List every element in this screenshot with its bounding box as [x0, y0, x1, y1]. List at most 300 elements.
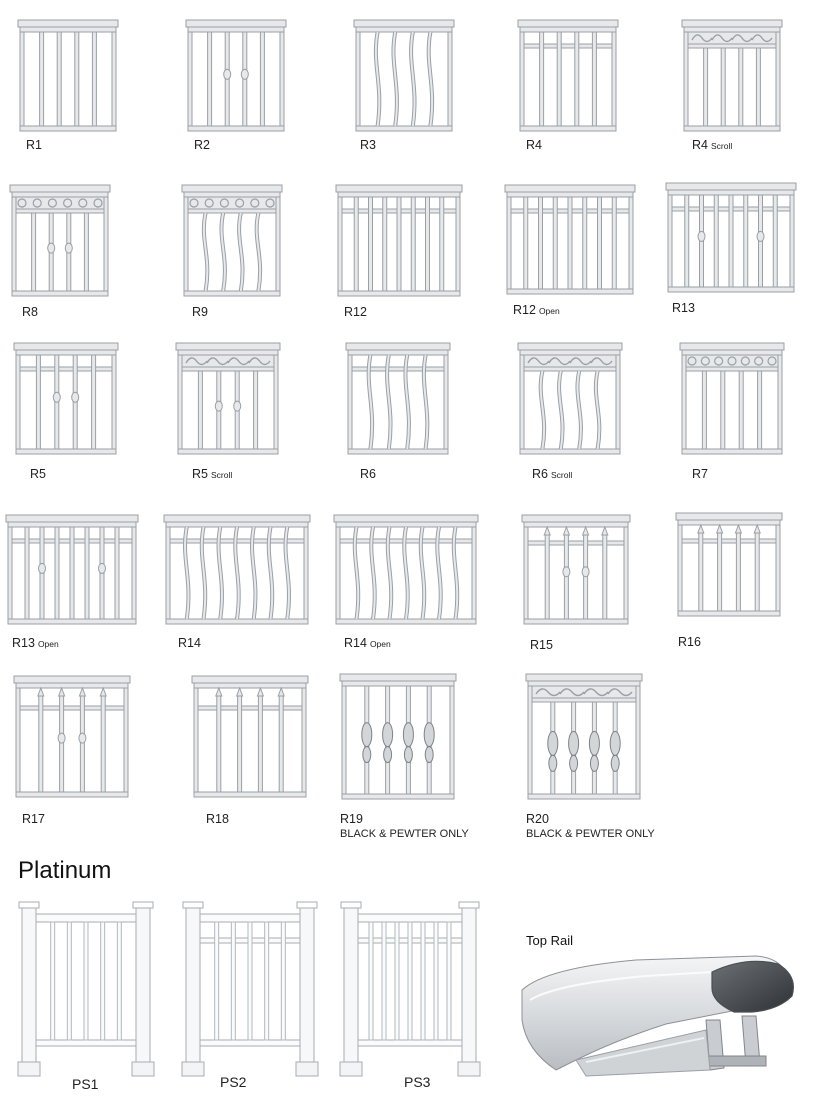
top-rail [16, 683, 128, 688]
knuckle-ornament [582, 567, 589, 577]
picket [758, 371, 762, 449]
post [300, 906, 314, 1076]
model-code: R12 [344, 305, 367, 319]
baluster-ornament [548, 731, 558, 755]
baluster-ornament [403, 723, 413, 747]
end-post [16, 355, 20, 449]
baluster-ornament [363, 747, 371, 763]
railing-r2-drawing [186, 20, 286, 140]
railing-r12-open[interactable] [505, 185, 640, 325]
spear-finial [698, 525, 704, 533]
picket [383, 197, 387, 291]
picket [434, 922, 438, 1040]
picket [718, 531, 722, 611]
picket [714, 195, 718, 287]
end-post [776, 525, 780, 611]
model-code: R7 [692, 467, 708, 481]
picket [704, 48, 708, 126]
knuckle-ornament [563, 567, 570, 577]
picket [447, 922, 451, 1040]
picket [702, 371, 706, 449]
end-post [188, 32, 192, 126]
bottom-rail [184, 291, 280, 296]
picket [721, 48, 725, 126]
picket [55, 527, 59, 619]
ornament-band [16, 197, 104, 209]
top-rail [520, 350, 620, 355]
section-title-platinum: Platinum [18, 857, 112, 884]
end-post [624, 527, 628, 619]
end-post [507, 197, 511, 289]
picket [568, 197, 572, 289]
platinum-ps3[interactable] [340, 900, 500, 1100]
picket [729, 195, 733, 287]
picket [773, 195, 777, 287]
picket [440, 197, 444, 291]
picket [592, 32, 596, 126]
railing-r18[interactable] [192, 676, 312, 826]
baluster-ornament [404, 747, 412, 763]
picket [101, 694, 105, 792]
end-post [778, 355, 782, 449]
model-code: R19 [340, 812, 363, 826]
top-rail [8, 522, 136, 527]
picket [51, 922, 55, 1040]
railing-r9[interactable] [182, 185, 287, 325]
knuckle-ornament [234, 401, 241, 411]
lower-ornament-rail [178, 367, 278, 371]
end-post [274, 355, 278, 449]
end-post [668, 195, 672, 287]
top-rail [682, 350, 782, 355]
picket [92, 355, 96, 449]
post-base [18, 1062, 40, 1076]
spear-finial [79, 688, 85, 696]
railing-r5-scroll[interactable] [176, 343, 286, 483]
model-code: R17 [22, 812, 45, 826]
spear-finial [563, 527, 569, 535]
bottom-rail [36, 1040, 136, 1046]
spear-finial [237, 688, 243, 696]
railing-r16[interactable] [676, 513, 788, 653]
top-cap-rail [518, 20, 618, 27]
model-variant: Scroll [710, 141, 733, 151]
spear-finial [38, 688, 44, 696]
picket [421, 922, 425, 1040]
bottom-rail [178, 449, 278, 454]
top-rail [684, 27, 780, 32]
model-code: PS2 [220, 1074, 247, 1090]
top-rail [507, 192, 633, 197]
end-post [444, 355, 448, 449]
end-post [776, 32, 780, 126]
railing-r14-open-drawing [334, 515, 478, 633]
picket [39, 694, 43, 792]
end-post [166, 527, 170, 619]
picket [744, 195, 748, 287]
lower-ornament-rail [684, 44, 780, 48]
end-post [304, 527, 308, 619]
railing-r1-drawing [18, 20, 118, 140]
end-post [524, 527, 528, 619]
sub-rail [678, 539, 780, 543]
bottom-rail [200, 1040, 300, 1046]
baluster-ornament [425, 747, 433, 763]
lower-ornament-rail [682, 367, 782, 371]
knuckle-ornament [65, 243, 72, 253]
railing-r8-drawing [10, 185, 110, 305]
top-rail [184, 192, 280, 197]
end-post [338, 197, 342, 291]
picket [70, 527, 74, 619]
post-base [182, 1062, 204, 1076]
model-variant: Scroll [210, 470, 233, 480]
model-code: R13 [672, 301, 695, 315]
end-post [450, 686, 454, 794]
top-rail [336, 522, 476, 527]
railing-r15-drawing [522, 515, 630, 633]
picket [57, 32, 61, 126]
post [462, 906, 476, 1076]
top-rail [668, 190, 794, 195]
end-post [520, 355, 524, 449]
end-post [612, 32, 616, 126]
spear-finial [216, 688, 222, 696]
railing-r20[interactable] [526, 674, 676, 849]
end-post [336, 527, 340, 619]
picket [101, 922, 105, 1040]
end-post [124, 688, 128, 792]
bottom-rail [358, 1040, 462, 1046]
picket [369, 197, 373, 291]
baluster-ornament [590, 755, 598, 771]
picket [583, 197, 587, 289]
picket [540, 32, 544, 126]
top-cap-rail [14, 676, 130, 683]
top-rail [524, 522, 628, 527]
railing-r9-drawing [182, 185, 282, 305]
post [344, 906, 358, 1076]
post-cap [341, 902, 361, 908]
picket [755, 531, 759, 611]
railing-r15[interactable] [522, 515, 634, 655]
railing-r6[interactable] [346, 343, 456, 483]
top-rail [200, 914, 300, 922]
picket [575, 32, 579, 126]
picket [699, 531, 703, 611]
railing-r5-scroll-drawing [176, 343, 280, 463]
end-post [280, 32, 284, 126]
top-rail [178, 350, 278, 355]
top-cap-rail [340, 674, 456, 681]
model-variant: Open [369, 639, 391, 649]
platinum-ps2-drawing [182, 900, 328, 1084]
top-cap-rail [346, 343, 450, 350]
top-rail [12, 192, 108, 197]
railing-r19[interactable] [340, 674, 490, 849]
picket [685, 195, 689, 287]
model-code: R4 [526, 138, 542, 152]
railing-r2[interactable] [186, 20, 286, 160]
model-code: R2 [194, 138, 210, 152]
spear-finial [583, 527, 589, 535]
bottom-rail [20, 126, 116, 131]
top-cap-rail [334, 515, 478, 522]
top-cap-rail [518, 343, 622, 350]
railing-r1[interactable] [18, 20, 118, 160]
railing-r17[interactable] [14, 676, 134, 826]
model-variant: Scroll [550, 470, 573, 480]
picket [75, 32, 79, 126]
railing-r3[interactable] [354, 20, 454, 160]
top-rail [338, 192, 460, 197]
top-rail [678, 520, 780, 525]
railing-r14-open[interactable] [334, 515, 484, 655]
post-base [296, 1062, 318, 1076]
top-cap-rail [354, 20, 454, 27]
picket [612, 197, 616, 289]
top-rail [194, 683, 306, 688]
railing-r14[interactable] [164, 515, 314, 655]
platinum-ps2[interactable] [182, 900, 332, 1100]
knuckle-ornament [757, 231, 764, 241]
top-cap-rail [176, 343, 280, 350]
bottom-rail [668, 287, 794, 292]
top-cap-rail [10, 185, 110, 192]
bottom-rail [342, 794, 454, 799]
railing-r4-scroll[interactable] [682, 20, 782, 160]
spear-finial [717, 525, 723, 533]
bottom-rail [520, 126, 616, 131]
end-post [356, 32, 360, 126]
end-post [104, 197, 108, 291]
picket [40, 32, 44, 126]
knuckle-ornament [53, 392, 60, 402]
post-base [458, 1062, 480, 1076]
ornament-band [188, 197, 276, 209]
bottom-rail [8, 619, 136, 624]
bottom-rail [507, 289, 633, 294]
top-cap-rail [522, 515, 630, 522]
picket [117, 922, 121, 1040]
end-post [616, 355, 620, 449]
end-post [8, 527, 12, 619]
lower-ornament-rail [520, 367, 620, 371]
knuckle-ornament [224, 69, 231, 79]
end-post [20, 32, 24, 126]
top-rail [20, 27, 116, 32]
top-rail [36, 914, 136, 922]
end-post [472, 527, 476, 619]
top-cap-rail [676, 513, 782, 520]
picket [238, 694, 242, 792]
end-post [682, 355, 686, 449]
picket [397, 197, 401, 291]
top-rail [356, 27, 452, 32]
end-post [184, 197, 188, 291]
end-post [302, 688, 306, 792]
end-post [629, 197, 633, 289]
railing-r8[interactable] [10, 185, 115, 325]
model-code: R6 [532, 467, 548, 481]
model-code: R16 [678, 635, 701, 649]
top-cap-rail [680, 343, 784, 350]
picket [231, 922, 235, 1040]
end-post [684, 32, 688, 126]
post-cap [459, 902, 479, 908]
top-cap-rail [682, 20, 782, 27]
railing-r13-open[interactable] [6, 515, 146, 655]
end-post [790, 195, 794, 287]
railing-r16-drawing [676, 513, 782, 625]
railing-r12[interactable] [336, 185, 466, 325]
picket [408, 922, 412, 1040]
picket [545, 533, 549, 619]
picket [84, 213, 88, 291]
end-post [348, 355, 352, 449]
model-code: R12 [513, 303, 536, 317]
railing-r6-drawing [346, 343, 450, 463]
bottom-rail [524, 619, 628, 624]
railing-r5-drawing [14, 343, 118, 463]
railing-r3-drawing [354, 20, 454, 140]
platinum-ps1[interactable] [18, 900, 168, 1100]
end-post [342, 686, 346, 794]
baluster-ornament [570, 755, 578, 771]
top-cap-rail [336, 185, 462, 192]
picket [369, 922, 373, 1040]
picket [721, 371, 725, 449]
post [22, 906, 36, 1076]
picket [32, 213, 36, 291]
top-cap-rail [192, 676, 308, 683]
sub-rail [16, 367, 116, 371]
top-rail-profile-image [516, 950, 806, 1080]
bottom-rail [16, 449, 116, 454]
spear-finial [100, 688, 106, 696]
knuckle-ornament [39, 563, 46, 573]
model-code: R14 [178, 636, 201, 650]
picket [198, 371, 202, 449]
bottom-rail [336, 619, 476, 624]
model-code: R20 [526, 812, 549, 826]
knuckle-ornament [48, 243, 55, 253]
picket [557, 32, 561, 126]
top-cap-rail [186, 20, 286, 27]
picket [739, 48, 743, 126]
picket [382, 922, 386, 1040]
bottom-rail [684, 126, 780, 131]
post-cap [183, 902, 203, 908]
railing-r4[interactable] [518, 20, 618, 160]
model-variant: Open [37, 639, 59, 649]
top-rail [348, 350, 448, 355]
availability-note: BLACK & PEWTER ONLY [340, 828, 469, 840]
sub-rail [524, 541, 628, 545]
railing-r12-drawing [336, 185, 462, 305]
end-post [112, 32, 116, 126]
top-cap-rail [505, 185, 635, 192]
spear-finial [59, 688, 65, 696]
baluster-ornament [589, 731, 599, 755]
railing-r13-drawing [666, 183, 796, 301]
picket [553, 197, 557, 289]
railing-r7[interactable] [680, 343, 790, 483]
top-cap-rail [18, 20, 118, 27]
post-base [340, 1062, 362, 1076]
bottom-rail [356, 126, 452, 131]
end-post [276, 197, 280, 291]
baluster-ornament [362, 723, 372, 747]
bottom-rail [520, 449, 620, 454]
post-cap [19, 902, 39, 908]
model-code: PS3 [404, 1074, 431, 1090]
sub-rail [16, 706, 128, 710]
baluster-ornament [424, 723, 434, 747]
top-rail [520, 27, 616, 32]
picket [426, 197, 430, 291]
railing-r4-scroll-drawing [682, 20, 782, 140]
baluster-ornament [383, 723, 393, 747]
knuckle-ornament [698, 231, 705, 241]
picket [598, 197, 602, 289]
knuckle-ornament [79, 733, 86, 743]
end-post [520, 32, 524, 126]
model-code: R8 [22, 305, 38, 319]
bottom-rail [16, 792, 128, 797]
top-cap-rail [182, 185, 282, 192]
top-cap-rail [14, 343, 118, 350]
picket [354, 197, 358, 291]
end-post [132, 527, 136, 619]
picket [67, 922, 71, 1040]
model-code: R9 [192, 305, 208, 319]
picket [258, 694, 262, 792]
model-code: R5 [192, 467, 208, 481]
railing-r14-drawing [164, 515, 310, 633]
baluster-ornament [384, 747, 392, 763]
railing-r6-scroll[interactable] [518, 343, 628, 483]
model-code: R13 [12, 636, 35, 650]
baluster-ornament [611, 755, 619, 771]
bottom-rail [682, 449, 782, 454]
picket [92, 32, 96, 126]
end-post [448, 32, 452, 126]
picket [411, 197, 415, 291]
post [136, 906, 150, 1076]
end-post [178, 355, 182, 449]
knuckle-ornament [215, 401, 222, 411]
railing-r5[interactable] [14, 343, 124, 483]
railing-r13-open-drawing [6, 515, 138, 633]
model-code: R3 [360, 138, 376, 152]
railing-r13[interactable] [666, 183, 801, 323]
knuckle-ornament [99, 563, 106, 573]
picket [254, 371, 258, 449]
model-code: R18 [206, 812, 229, 826]
availability-note: BLACK & PEWTER ONLY [526, 828, 655, 840]
end-post [16, 688, 20, 792]
railing-r7-drawing [680, 343, 784, 463]
baluster-ornament [610, 731, 620, 755]
model-code: R14 [344, 636, 367, 650]
spear-finial [278, 688, 284, 696]
picket [265, 922, 269, 1040]
railing-r19-drawing [340, 674, 456, 808]
end-post [194, 688, 198, 792]
top-rail [528, 681, 640, 686]
end-post [528, 686, 532, 794]
